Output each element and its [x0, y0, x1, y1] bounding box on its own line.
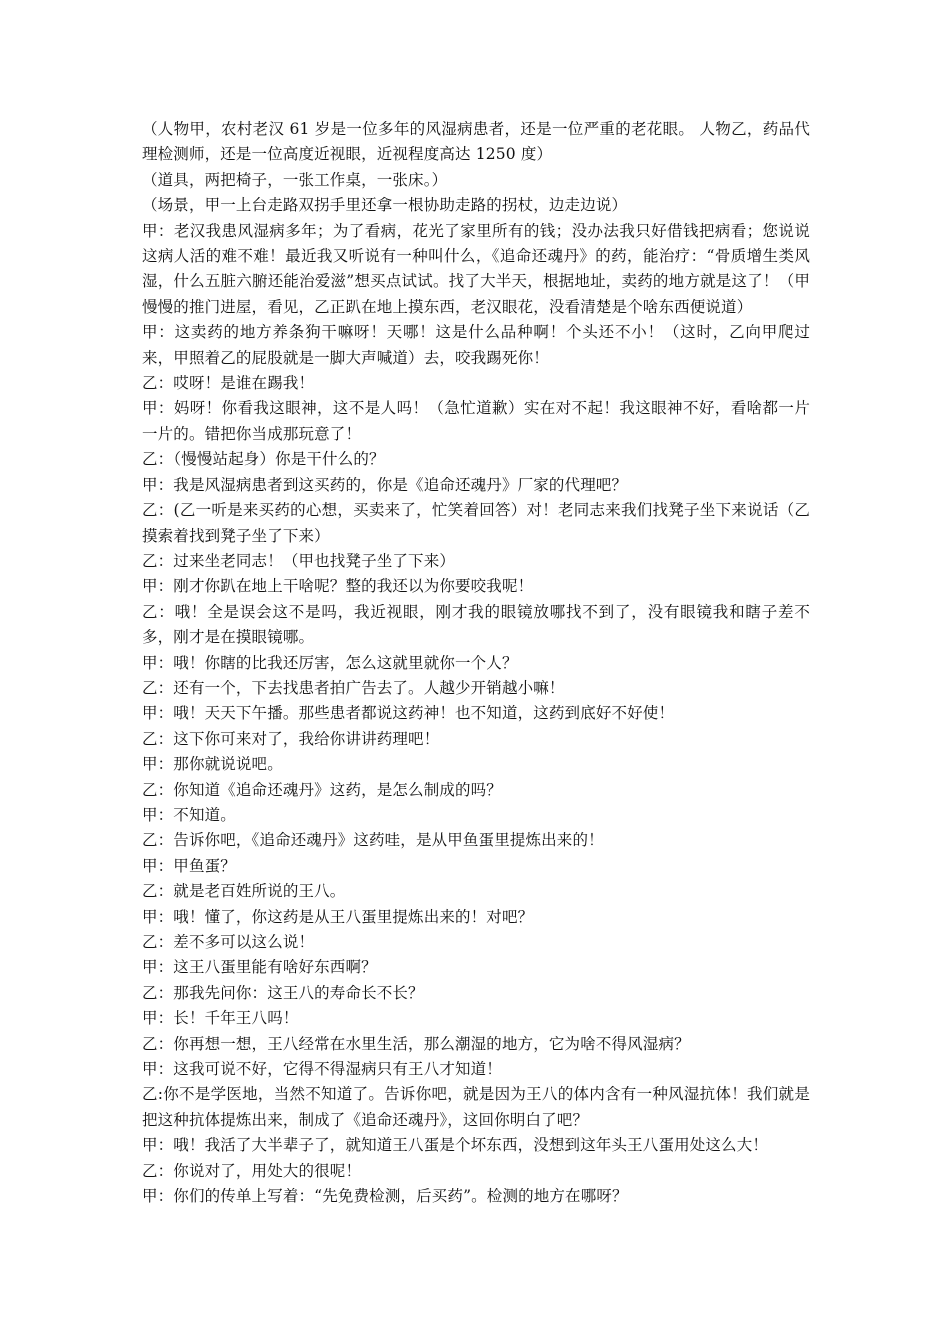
dialogue-line: 甲：我是风湿病患者到这买药的，你是《追命还魂丹》厂家的代理吧？	[142, 475, 628, 494]
dialogue-line: 乙：还有一个，下去找患者拍广告去了。人越少开销越小嘛！	[142, 678, 565, 697]
dialogue-line: 甲：哦！懂了，你这药是从王八蛋里提炼出来的！对吧？	[142, 907, 534, 926]
dialogue-line: 甲：刚才你趴在地上干啥呢？整的我还以为你要咬我呢！	[142, 577, 534, 596]
stage-direction-props: （道具，两把椅子，一张工作桌，一张床。）	[142, 170, 448, 189]
dialogue-line: 甲：那你就说说吧。	[142, 755, 283, 774]
dialogue-line: 乙：你说对了，用处大的很呢！	[142, 1161, 362, 1180]
dialogue-line: 甲：哦！天天下午播。那些患者都说这药神！也不知道，这药到底好不好使！	[142, 704, 675, 723]
dialogue-line: 乙：(乙一听是来买药的心想，买卖来了，忙笑着回答）对！老同志来我们找凳子坐下来说话（乙摸索着找到凳子坐了下来）	[142, 501, 810, 545]
dialogue-line: 乙：告诉你吧，《追命还魂丹》这药哇，是从甲鱼蛋里提炼出来的！	[142, 831, 604, 850]
dialogue-line: 乙：你知道《追命还魂丹》这药，是怎么制成的吗？	[142, 780, 502, 799]
dialogue-line: 甲：不知道。	[142, 805, 236, 824]
dialogue-line: 乙：哎呀！是谁在踢我！	[142, 374, 315, 393]
dialogue-line: 乙：差不多可以这么说！	[142, 933, 315, 951]
dialogue-line: 甲：哦！你瞎的比我还厉害，怎么这就里就你一个人？	[142, 653, 518, 672]
dialogue-line: 乙：这下你可来对了，我给你讲讲药理吧！	[142, 729, 440, 748]
script-body	[142, 117, 810, 1209]
dialogue-line: 乙：就是老百姓所说的王八。	[142, 882, 346, 901]
dialogue-line: 甲：老汉我患风湿病多年；为了看病，花光了家里所有的钱；没办法我只好借钱把病看；您说说这病人活的难不难！最近我又听说有一种叫什么，《追命还魂丹》的药，能治疗：“骨质增生类风湿，什么五脏六腑还能治爱滋”想买点试试。找了大半天，根据地址，卖药的地方就是这了！（甲慢慢的推门进屋，看见，乙正趴在地上摸东西，老汉眼花，没看清楚是个啥东西便说道）	[142, 221, 810, 316]
stage-direction-scene: （场景，甲一上台走路双拐手里还拿一根协助走路的拐杖，边走边说）	[142, 196, 628, 215]
stage-direction-characters: （人物甲，农村老汉 61 岁是一位多年的风湿病患者，还是一位严重的老花眼。 人物乙，药品代理检测师，还是一位高度近视眼，近视程度高达 1250 度）	[142, 120, 810, 164]
dialogue-line: 甲：哦！我活了大半辈子了，就知道王八蛋是个坏东西，没想到这年头王八蛋用处这么大！	[142, 1136, 769, 1155]
dialogue-line: 甲：长！千年王八吗！	[142, 1009, 299, 1028]
dialogue-line: 甲：甲鱼蛋？	[142, 856, 236, 875]
dialogue-line: 甲：妈呀！你看我这眼神，这不是人吗！（急忙道歉）实在对不起！我这眼神不好，看啥都一片一片的。错把你当成那玩意了！	[142, 399, 810, 443]
dialogue-line: 乙：你再想一想，王八经常在水里生活，那么潮湿的地方，它为啥不得风湿病？	[142, 1034, 690, 1053]
dialogue-line: 甲：这卖药的地方养条狗干嘛呀！天哪！这是什么品种啊！个头还不小！（这时，乙向甲爬过来，甲照着乙的屁股就是一脚大声喊道）去，咬我踢死你！	[142, 323, 810, 367]
dialogue-line: 乙：（慢慢站起身）你是干什么的？	[142, 450, 385, 469]
dialogue-line: 甲：这王八蛋里能有啥好东西啊？	[142, 958, 377, 977]
dialogue-line: 乙：过来坐老同志！（甲也找凳子坐了下来）	[142, 551, 456, 570]
dialogue-line: 乙:你不是学医地，当然不知道了。告诉你吧，就是因为王八的体内含有一种风湿抗体！我们就是把这种抗体提炼出来，制成了《追命还魂丹》，这回你明白了吧？	[142, 1085, 810, 1129]
dialogue-line: 乙：哦！全是误会这不是吗，我近视眼，刚才我的眼镜放哪找不到了，没有眼镜我和瞎子差不多，刚才是在摸眼镜哪。	[142, 602, 810, 647]
dialogue-line: 甲：你们的传单上写着：“先免费检测，后买药”。检测的地方在哪呀？	[142, 1187, 628, 1206]
dialogue-line: 甲：这我可说不好，它得不得湿病只有王八才知道！	[142, 1060, 502, 1079]
dialogue-line: 乙：那我先问你：这王八的寿命长不长？	[142, 983, 424, 1002]
